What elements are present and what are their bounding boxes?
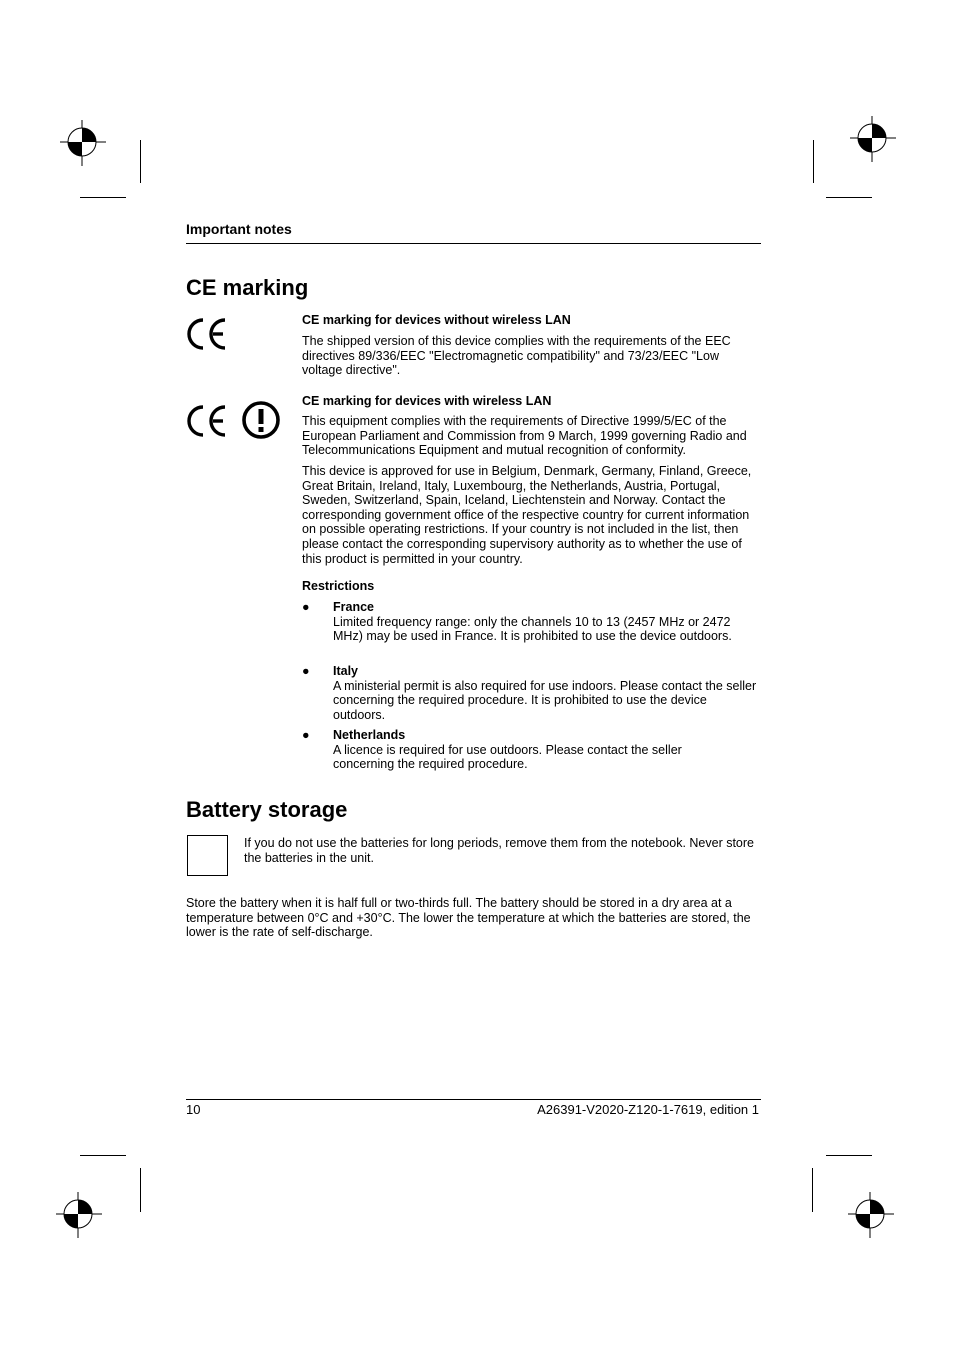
- crop-mark: [140, 140, 141, 183]
- running-header: Important notes: [186, 221, 292, 237]
- ce-mark-icon: [185, 404, 229, 438]
- ce-without-wlan-subheading: CE marking for devices without wireless LAN: [302, 313, 571, 327]
- battery-storage-text: Store the battery when it is half full or two-thirds full. The battery should be stored in a dry area at a temperature between 0°C and +30°C. The lower the temperature at which the batteries are stored, the lower is the rate of self-discharge.: [186, 896, 751, 940]
- bullet: ●: [302, 728, 310, 742]
- ce-marking-heading: CE marking: [186, 275, 309, 300]
- crop-mark: [140, 1168, 141, 1212]
- bullet: ●: [302, 664, 310, 678]
- note-box-icon: [187, 835, 228, 876]
- crop-mark: [826, 1155, 872, 1156]
- header-rule: [186, 243, 761, 244]
- registration-mark-icon: [850, 116, 896, 162]
- crop-mark: [826, 197, 872, 198]
- ce-without-wlan-text: The shipped version of this device complies with the requirements of the EEC directives 89/336/EEC "Electromagnetic compatibility" and 73/23/EEC "Low voltage directive".: [302, 334, 731, 378]
- ce-with-wlan-text-1: This equipment complies with the requirements of Directive 1999/5/EC of the European Parliament and Commission from 9 March, 1999 governing Radio and Telecommunications Equipment and mutual recognition of conformity.: [302, 414, 747, 458]
- footer-rule: [186, 1099, 761, 1100]
- ce-mark-icon: [185, 317, 229, 351]
- registration-mark-icon: [56, 1192, 102, 1238]
- registration-mark-icon: [848, 1192, 894, 1238]
- ce-with-wlan-text-2: This device is approved for use in Belgium, Denmark, Germany, Finland, Greece, Great Britain, Ireland, Italy, Luxembourg, the Netherlands, Austria, Portugal, Sweden, Switzerland, Spain, Iceland, Liechtenstein and Norway. Contact the corresponding government office of the respective country for current information on possible operating restrictions. If your country is not included in the list, then please contact the corresponding supervisory authority as to whether the use of this product is permitted in your country.: [302, 464, 752, 566]
- ce-with-wlan-subheading: CE marking for devices with wireless LAN: [302, 394, 552, 408]
- battery-storage-heading: Battery storage: [186, 797, 348, 822]
- restriction-country: Italy: [333, 664, 359, 678]
- crop-mark: [813, 140, 814, 183]
- document-id: A26391-V2020-Z120-1-7619, edition 1: [537, 1102, 759, 1117]
- restriction-text: A licence is required for use outdoors. Please contact the seller concerning the required procedure.: [333, 742, 682, 772]
- restriction-country: France: [333, 600, 374, 614]
- bullet: ●: [302, 600, 310, 614]
- restriction-country: Netherlands: [333, 728, 406, 742]
- page-number: 10: [186, 1102, 201, 1117]
- exclamation-circle-icon: [240, 400, 282, 440]
- crop-mark: [812, 1168, 813, 1212]
- crop-mark: [80, 1155, 126, 1156]
- restriction-text: A ministerial permit is also required for use indoors. Please contact the seller concerning the required procedure. It is prohibited to use the device outdoors.: [333, 678, 757, 722]
- restriction-text: Limited frequency range: only the channels 10 to 13 (2457 MHz or 2472 MHz) may be used in France. It is prohibited to use the device outdoors.: [333, 614, 732, 644]
- restrictions-heading: Restrictions: [302, 579, 375, 593]
- crop-mark: [80, 197, 126, 198]
- registration-mark-icon: [60, 120, 106, 166]
- battery-note-text: If you do not use the batteries for long periods, remove them from the notebook. Never store the batteries in the unit.: [244, 836, 754, 865]
